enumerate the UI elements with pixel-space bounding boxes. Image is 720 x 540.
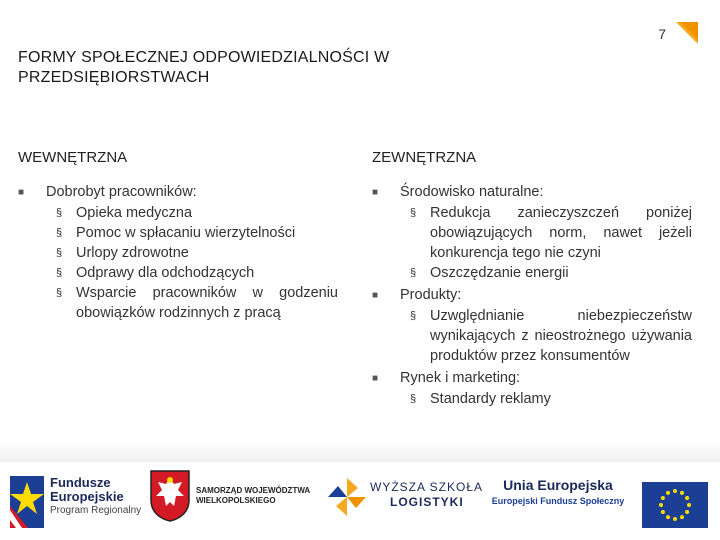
external-list bbox=[372, 182, 692, 409]
list-item-text: Rynek i marketing: bbox=[400, 370, 521, 386]
internal-list bbox=[18, 182, 338, 323]
sub-list-item: § Standardy reklamy bbox=[410, 391, 551, 407]
bullet-section-icon: § bbox=[56, 287, 63, 299]
slide-title: FORMY SPOŁECZNEJ ODPOWIEDZIALNOŚCI W PRZEDSIĘBIORSTWACH bbox=[18, 49, 390, 86]
fe-star-icon bbox=[10, 476, 44, 528]
logo-unia-europejska bbox=[488, 476, 628, 526]
fe-line1: Fundusze bbox=[50, 475, 111, 490]
eu-star bbox=[661, 496, 665, 500]
eu-flag-icon bbox=[642, 482, 708, 528]
wsl-line1: WYŻSZA SZKOŁA bbox=[370, 480, 484, 494]
bullet-square-icon: ■ bbox=[372, 373, 379, 384]
list-item bbox=[372, 182, 692, 283]
bullet-square-icon: ■ bbox=[372, 290, 379, 301]
eu-star bbox=[673, 489, 677, 493]
list-item-text: Dobrobyt pracowników: bbox=[46, 184, 197, 200]
corner-triangle-mark bbox=[676, 22, 698, 44]
bullet-square-icon: ■ bbox=[18, 187, 25, 198]
eu-star bbox=[666, 491, 670, 495]
eu-star bbox=[685, 510, 689, 514]
fe-line3: Program Regionalny bbox=[50, 505, 142, 516]
sub-list-item: § Uzwględnianie niebezpieczeństw wynikających z nieostrożnego używania produktów przez konsumentów bbox=[410, 308, 692, 364]
swk-line1: SAMORZĄD WOJEWÓDZTWA bbox=[196, 486, 311, 495]
eu-star bbox=[659, 503, 663, 507]
swk-line2: WIELKOPOLSKIEGO bbox=[196, 496, 276, 505]
list-item-text: Środowisko naturalne: bbox=[400, 184, 544, 200]
fe-line2: Europejskie bbox=[50, 489, 124, 504]
bullet-section-icon: § bbox=[410, 393, 417, 405]
list-item bbox=[372, 285, 692, 366]
eu-star bbox=[680, 515, 684, 519]
footer-logo-bar bbox=[0, 462, 720, 540]
sub-list bbox=[400, 203, 692, 283]
bullet-square-icon: ■ bbox=[372, 187, 379, 198]
logo-fundusze-europejskie bbox=[10, 476, 146, 530]
eu-star bbox=[687, 503, 691, 507]
eu-star bbox=[680, 491, 684, 495]
bullet-section-icon: § bbox=[56, 247, 63, 259]
sub-list bbox=[400, 306, 692, 366]
bullet-section-icon: § bbox=[56, 207, 63, 219]
list-item bbox=[18, 182, 338, 323]
column-external bbox=[372, 148, 692, 411]
ue-line2: Europejski Fundusz Społeczny bbox=[491, 496, 625, 506]
eagle-coat-of-arms-icon bbox=[150, 470, 190, 522]
wsl-pinwheel-icon bbox=[328, 478, 366, 516]
sub-list-item: § Urlopy zdrowotne bbox=[56, 245, 189, 261]
bullet-section-icon: § bbox=[56, 267, 63, 279]
logo-wyzsza-szkola-logistyki bbox=[328, 476, 488, 530]
sub-list-item: § Odprawy dla odchodzących bbox=[56, 265, 255, 281]
sub-list bbox=[400, 389, 692, 409]
eu-star bbox=[661, 510, 665, 514]
page-number: 7 bbox=[658, 26, 666, 42]
eu-star bbox=[685, 496, 689, 500]
bullet-section-icon: § bbox=[56, 227, 63, 239]
sub-list-item: § Redukcja zanieczyszczeń poniżej obowiązujących norm, nawet jeżeli konkurencja tego nie czyni bbox=[410, 205, 692, 261]
sub-list-item: § Oszczędzanie energii bbox=[410, 265, 569, 281]
bullet-section-icon: § bbox=[410, 207, 417, 219]
bullet-section-icon: § bbox=[410, 310, 417, 322]
list-item bbox=[372, 368, 692, 409]
sub-list-item: § Opieka medyczna bbox=[56, 205, 193, 221]
ue-line1: Unia Europejska bbox=[503, 477, 613, 493]
eu-star bbox=[666, 515, 670, 519]
column-heading-internal: WEWNĘTRZNA bbox=[18, 149, 128, 166]
list-item-text: Produkty: bbox=[400, 287, 462, 303]
eu-star bbox=[673, 517, 677, 521]
wsl-line2: LOGISTYKI bbox=[390, 495, 464, 509]
sub-list-item: § Wsparcie pracowników w godzeniu obowiązków rodzinnych z pracą bbox=[56, 285, 338, 321]
column-internal bbox=[18, 148, 338, 325]
bullet-section-icon: § bbox=[410, 267, 417, 279]
sub-list bbox=[46, 203, 338, 323]
logo-samorzad-wielkopolski bbox=[150, 470, 320, 530]
column-heading-external: ZEWNĘTRZNA bbox=[372, 149, 477, 166]
sub-list-item: § Pomoc w spłacaniu wierzytelności bbox=[56, 225, 296, 241]
